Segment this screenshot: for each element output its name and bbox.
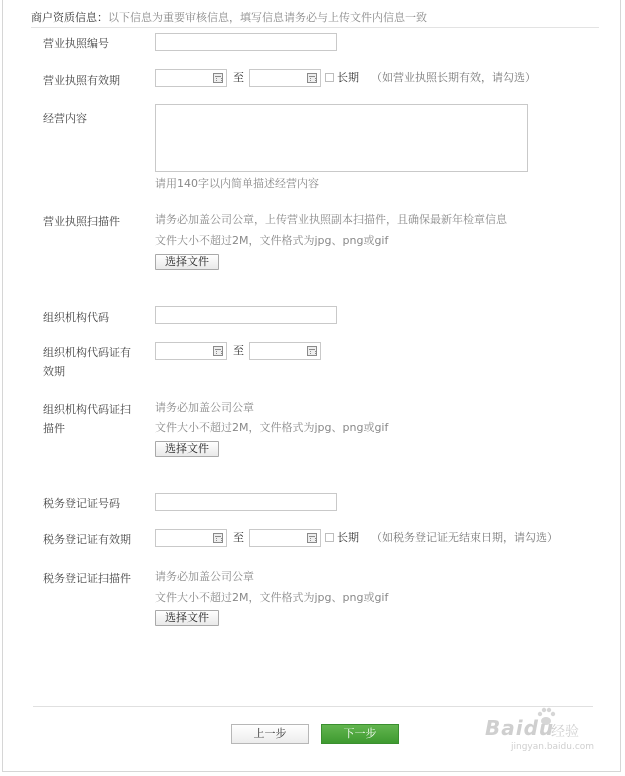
license-start-date-input[interactable]: [155, 69, 227, 87]
watermark-logo: Baidu: [485, 716, 555, 740]
watermark-cn: 经验: [551, 724, 579, 740]
license-number-input[interactable]: [155, 33, 337, 51]
business-scope-label: 经营内容: [43, 112, 87, 125]
org-scan-label-line2: 描件: [43, 422, 65, 435]
org-scan-label: [43, 400, 143, 438]
tax-end-date-input[interactable]: [249, 529, 321, 547]
license-number-label: 营业执照编号: [43, 37, 109, 50]
tax-longterm-checkbox[interactable]: [325, 533, 334, 542]
license-scan-tip-2: 文件大小不超过2M，文件格式为jpg、png或gif: [155, 234, 389, 247]
license-longterm-checkbox[interactable]: [325, 73, 334, 82]
org-code-label: 组织机构代码: [43, 311, 109, 324]
prev-step-button[interactable]: 上一步: [231, 724, 309, 744]
org-code-input[interactable]: [155, 306, 337, 324]
org-validity-label-line1: 组织机构代码证有: [43, 346, 131, 359]
calendar-icon[interactable]: [307, 346, 317, 356]
license-longterm-hint: （如营业执照长期有效，请勾选）: [371, 71, 536, 84]
license-scan-tip-1: 请务必加盖公司公章，上传营业执照副本扫描件，且确保最新年检章信息: [155, 213, 507, 226]
license-to-text: 至: [233, 71, 244, 84]
calendar-icon[interactable]: [307, 533, 317, 543]
calendar-icon[interactable]: [213, 533, 223, 543]
tax-start-date-input[interactable]: [155, 529, 227, 547]
org-start-date-input[interactable]: [155, 342, 227, 360]
license-longterm-label: 长期: [337, 71, 359, 84]
business-scope-textarea[interactable]: [155, 104, 528, 172]
org-to-text: 至: [233, 344, 244, 357]
org-end-date-input[interactable]: [249, 342, 321, 360]
tax-to-text: 至: [233, 531, 244, 544]
form-frame: [2, 0, 621, 772]
tax-longterm-label: 长期: [337, 531, 359, 544]
calendar-icon[interactable]: [213, 346, 223, 356]
org-validity-label-line2: 效期: [43, 365, 65, 378]
tax-validity-label: 税务登记证有效期: [43, 533, 131, 546]
org-choose-file-button[interactable]: 选择文件: [155, 441, 219, 457]
section-header: [31, 9, 599, 28]
baidu-watermark: [481, 712, 601, 762]
tax-scan-tip-2: 文件大小不超过2M，文件格式为jpg、png或gif: [155, 591, 389, 604]
calendar-icon[interactable]: [213, 73, 223, 83]
org-scan-tip-2: 文件大小不超过2M，文件格式为jpg、png或gif: [155, 421, 389, 434]
tax-longterm-hint: （如税务登记证无结束日期，请勾选）: [371, 531, 558, 544]
license-choose-file-button[interactable]: 选择文件: [155, 254, 219, 270]
calendar-icon[interactable]: [307, 73, 317, 83]
license-scan-label: 营业执照扫描件: [43, 215, 120, 228]
section-title: 商户资质信息：: [31, 11, 108, 24]
org-validity-label: [43, 343, 143, 381]
section-note: 以下信息为重要审核信息，填写信息请务必与上传文件内信息一致: [108, 11, 427, 24]
tax-choose-file-button[interactable]: 选择文件: [155, 610, 219, 626]
org-scan-label-line1: 组织机构代码证扫: [43, 403, 131, 416]
license-end-date-input[interactable]: [249, 69, 321, 87]
business-scope-tip: 请用140字以内简单描述经营内容: [155, 177, 319, 190]
tax-scan-label: 税务登记证扫描件: [43, 572, 131, 585]
tax-number-label: 税务登记证号码: [43, 497, 120, 510]
tax-number-input[interactable]: [155, 493, 337, 511]
license-validity-label: 营业执照有效期: [43, 74, 120, 87]
footer-divider: [33, 706, 593, 707]
org-scan-tip-1: 请务必加盖公司公章: [155, 401, 254, 414]
next-step-button[interactable]: 下一步: [321, 724, 399, 744]
tax-scan-tip-1: 请务必加盖公司公章: [155, 570, 254, 583]
watermark-url: jingyan.baidu.com: [511, 742, 595, 752]
